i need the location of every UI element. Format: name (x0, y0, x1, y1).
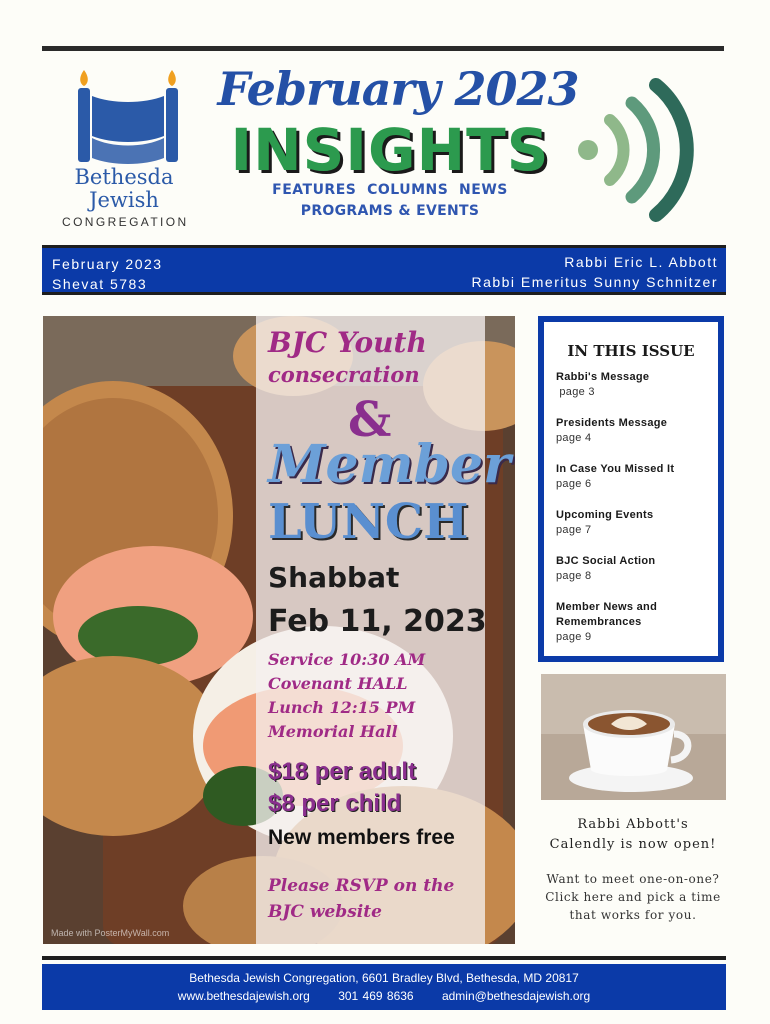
flyer-ampersand: & (348, 392, 392, 448)
calendly-heading-line-1: Rabbi Abbott's (577, 817, 689, 832)
issue-item[interactable] (556, 508, 721, 538)
footer-website-link[interactable]: www.bethesdajewish.org (177, 989, 310, 1003)
broadcast-signal-icon (570, 75, 720, 225)
masthead-month: February 2023 (217, 62, 579, 116)
info-date: February 2023 (52, 256, 163, 272)
info-dates (52, 254, 163, 294)
logo-line-jewish: Jewish (89, 188, 159, 212)
calendly-heading-line-2: Calendly is now open! (549, 837, 717, 852)
bottom-rule (42, 956, 726, 960)
issue-item-name: Presidents Message (556, 417, 668, 429)
flyer-rsvp-line-1: Please RSVP on the (268, 876, 455, 896)
issue-item-name: Rabbi's Message (556, 371, 650, 383)
logo-line-congregation: CONGREGATION (62, 215, 189, 229)
flyer-service-time: Service 10:30 AM (268, 650, 426, 669)
flyer-consecration: consecration (268, 362, 420, 387)
coffee-cup-photo[interactable] (541, 674, 726, 800)
masthead-tagline-1: FEATURES COLUMNS NEWS (272, 182, 508, 198)
in-this-issue-box (538, 316, 724, 662)
flyer-rsvp-line-2: BJC website (268, 902, 382, 922)
issue-item-name: Member News and Remembrances (556, 601, 658, 628)
info-bar (42, 245, 726, 295)
issue-item[interactable] (556, 600, 721, 645)
masthead-tagline-2: PROGRAMS & EVENTS (300, 203, 480, 219)
masthead-title: INSIGHTS (230, 116, 550, 184)
top-rule (42, 46, 724, 51)
footer (42, 964, 726, 1010)
calendly-body-line-1: Want to meet one-on-one? (546, 872, 720, 886)
calendly-heading (533, 815, 733, 855)
footer-address: Bethesda Jewish Congregation, 6601 Bradley Blvd, Bethesda, MD 20817 (189, 971, 579, 985)
issue-item[interactable] (556, 370, 721, 400)
logo-wordmark (62, 166, 186, 212)
issue-item-page: page 8 (556, 570, 592, 582)
footer-email-link[interactable]: admin@bethesdajewish.org (441, 989, 591, 1003)
calendly-body-line-2: Click here and pick a time (545, 890, 721, 904)
logo-line-bethesda: Bethesda (74, 165, 174, 189)
issue-item-page: page 7 (556, 524, 592, 536)
info-rabbis (471, 252, 718, 292)
flyer-service-location: Covenant HALL (268, 674, 408, 693)
flyer-price-adult: $18 per adult (268, 758, 417, 785)
issue-item[interactable] (556, 462, 721, 492)
issue-item-name: In Case You Missed It (556, 463, 675, 475)
footer-contacts (42, 989, 726, 1003)
flyer-watermark: Made with PosterMyWall.com (51, 928, 170, 938)
issue-item-name: BJC Social Action (556, 555, 656, 567)
flyer-price-child: $8 per child (268, 790, 402, 817)
calendly-body-line-3: that works for you. (569, 908, 697, 922)
issue-item[interactable] (556, 554, 721, 584)
issue-item-page: page 4 (556, 432, 592, 444)
issue-title: IN THIS ISSUE (567, 342, 695, 360)
event-flyer[interactable] (43, 316, 515, 944)
flyer-lunch-location: Memorial Hall (268, 722, 398, 741)
issue-item-name: Upcoming Events (556, 509, 654, 521)
flyer-lunch-time: Lunch 12:15 PM (268, 698, 416, 717)
flyer-new-members: New members free (268, 826, 455, 849)
issue-item-page: page 6 (556, 478, 592, 490)
issue-item-page: page 3 (556, 386, 595, 398)
flyer-date: Feb 11, 2023 (268, 604, 487, 639)
flyer-lunch: LUNCH (268, 494, 469, 550)
issue-item-page: page 9 (556, 631, 592, 643)
info-rabbi-emeritus: Rabbi Emeritus Sunny Schnitzer (471, 274, 718, 290)
info-hebrew-date: Shevat 5783 (52, 276, 148, 292)
footer-phone: 301 469 8636 (338, 989, 414, 1003)
flyer-shabbat: Shabbat (268, 561, 400, 594)
flyer-member: Member (268, 434, 511, 495)
info-rabbi: Rabbi Eric L. Abbott (564, 254, 718, 270)
issue-list (556, 370, 721, 661)
calendly-link[interactable] (533, 870, 733, 924)
issue-item[interactable] (556, 416, 721, 446)
flyer-youth: BJC Youth (268, 326, 427, 359)
